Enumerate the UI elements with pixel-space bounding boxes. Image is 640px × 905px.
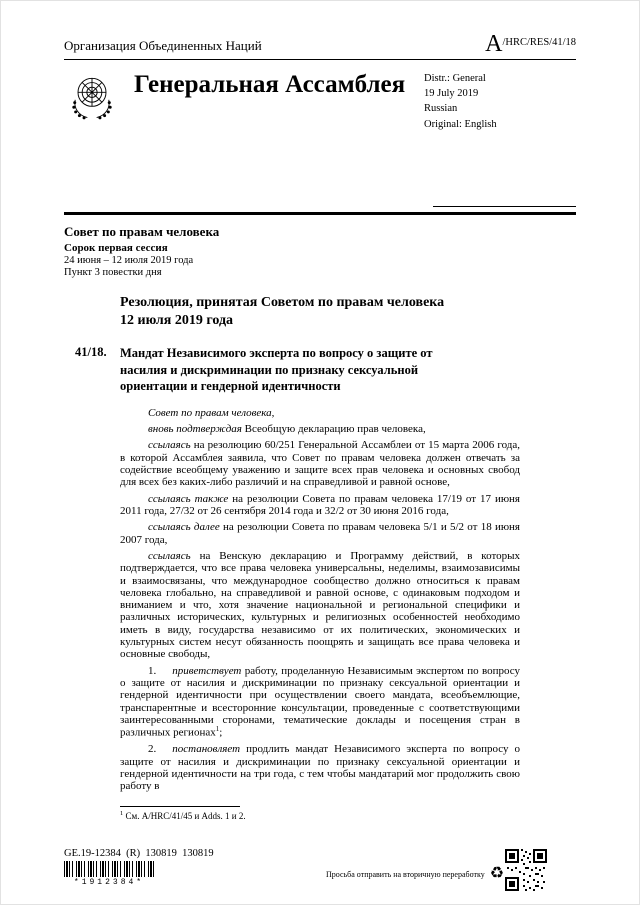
resolution-heading-line2: 12 июля 2019 года [120, 313, 234, 329]
separator-thick-rule [64, 212, 576, 215]
doc-symbol-letter: A [485, 31, 503, 57]
document-code-line: GE.19-12384 (R) 130819 130819 [64, 848, 214, 859]
barcode-text: *1912384* [73, 878, 145, 887]
resolution-title-row [75, 345, 520, 395]
distribution-block [424, 71, 576, 132]
recycle-notice [326, 866, 504, 882]
session-name: Сорок первая сессия [64, 241, 168, 254]
recycle-icon: ♻ [489, 865, 505, 882]
paragraph-text: на резолюцию 60/251 Генеральной Ассамблеи от 15 марта 2006 года, в которой Ассамблея заявила, что Совет по правам человека должен отвечать за содействие всеобщему уважению и защите всех прав человека и основных свобод для всех без каких-либо различий и на справедливой и равной основе, [120, 439, 520, 489]
paragraph-text: на Венскую декларацию и Программу действий, в которых подтверждается, что все права человека универсальны, неделимы, взаимозависимы и взаимосвязаны, что международное сообщество должно относиться к правам человека глобально, на справедливой и равной основе, с одинаковым подходом и вниманием и что, хотя значение национальной и региональной специфики и различных исторических, культурных и религиозных особенностей необходимо иметь в виду, государства независимо от их политических, экономических и культурных систем несут обязанность поощрять и защищать все права человека и основные свободы, [120, 549, 520, 661]
header-rule [64, 59, 576, 60]
resolution-paragraph [120, 743, 520, 792]
footnote-reference: 1 [215, 725, 220, 734]
original-line: Original: English [424, 118, 497, 130]
resolution-subject: Мандат Независимого эксперта по вопросу о защите от насилия и дискриминации по признаку сексуальной ориентации и гендерной идентичности [120, 346, 433, 394]
paragraph-lead: ссылаясь [148, 439, 191, 452]
council-name: Совет по правам человека [64, 223, 220, 239]
paragraph-lead: ссылаясь далее [148, 521, 220, 534]
date-line: 19 July 2019 [424, 88, 479, 100]
session-dates: 24 июня – 12 июля 2019 года [64, 254, 194, 266]
masthead [64, 69, 576, 132]
paragraph-text: работу, проделанную Независимым экспертом по вопросу о защите от насилия и дискриминации по признаку сексуальной ориентации и гендерной идентичности при осуществлении своего мандата, всеобъемлющие, транспарентные и всесторонние консультации, проведенные с соответствующими заинтересованными сторонами, тематические доклады и посещения стран в различных регионах [120, 664, 520, 739]
resolution-paragraph [120, 423, 520, 435]
footnote-body: См. A/HRC/41/45 и Adds. 1 и 2. [123, 811, 246, 821]
resolution-heading-line1: Резолюция, принятая Советом по правам человека [120, 294, 445, 310]
distr-line: Distr.: General [424, 73, 486, 84]
resolution-paragraph [120, 493, 520, 518]
paragraph-lead: ссылаясь также [148, 492, 229, 505]
footnote-marker: 1 [120, 810, 124, 817]
language-line: Russian [424, 103, 458, 115]
footnote-block [120, 806, 246, 821]
resolution-heading [120, 294, 520, 330]
resolution-paragraph [120, 407, 520, 419]
paragraph-lead: постановляет [172, 743, 241, 756]
assembly-title: Генеральная Ассамблея [134, 71, 406, 98]
paragraph-lead: ссылаясь [148, 549, 191, 562]
doc-symbol-number: /HRC/RES/41/18 [502, 37, 576, 48]
qr-code-icon [505, 849, 547, 891]
paragraph-lead: приветствует [172, 664, 242, 677]
paragraph-number: 1. [148, 664, 157, 677]
agenda-item: Пункт 3 повестки дня [64, 266, 162, 278]
resolution-number: 41/18. [75, 345, 107, 360]
resolution-paragraph [120, 550, 520, 661]
paragraph-lead: вновь подтверждая [148, 423, 242, 436]
top-header-row [64, 31, 576, 57]
resolution-paragraph [120, 439, 520, 488]
separator-thin-rule [433, 206, 576, 207]
resolution-paragraph [120, 665, 520, 740]
resolution-body [120, 407, 520, 793]
org-name: Организация Объединенных Наций [64, 38, 262, 53]
paragraph-text: на резолюции Совета по правам человека 5/1 и 5/2 от 18 июня 2007 года, [120, 521, 520, 546]
session-block [64, 224, 576, 278]
paragraph-text: Всеобщую декларацию прав человека, [241, 423, 426, 436]
doc-symbol [485, 31, 576, 57]
footnote-rule [120, 806, 240, 807]
resolution-paragraph [120, 521, 520, 546]
section-separator [64, 206, 576, 215]
barcode [64, 861, 154, 887]
paragraph-tail: ; [219, 726, 223, 739]
paragraph-text: продлить мандат Независимого эксперта по вопросу о защите от насилия и дискриминации по признаку сексуальной ориентации и гендерной идентичности на три года, с тем чтобы мандатарий мог продолжить свою работу в [120, 743, 520, 793]
paragraph-lead: Совет по правам человека, [148, 406, 275, 419]
paragraph-text: на резолюции Совета по правам человека 17/19 от 17 июня 2011 года, 27/32 от 26 сентября 2014 года и 32/2 от 30 июня 2016 года, [120, 492, 520, 517]
recycle-text: Просьба отправить на вторичную переработку [326, 869, 485, 879]
footnote-text [120, 810, 246, 821]
un-emblem-icon [64, 69, 120, 125]
paragraph-number: 2. [148, 743, 157, 756]
barcode-bars-icon [64, 861, 154, 877]
